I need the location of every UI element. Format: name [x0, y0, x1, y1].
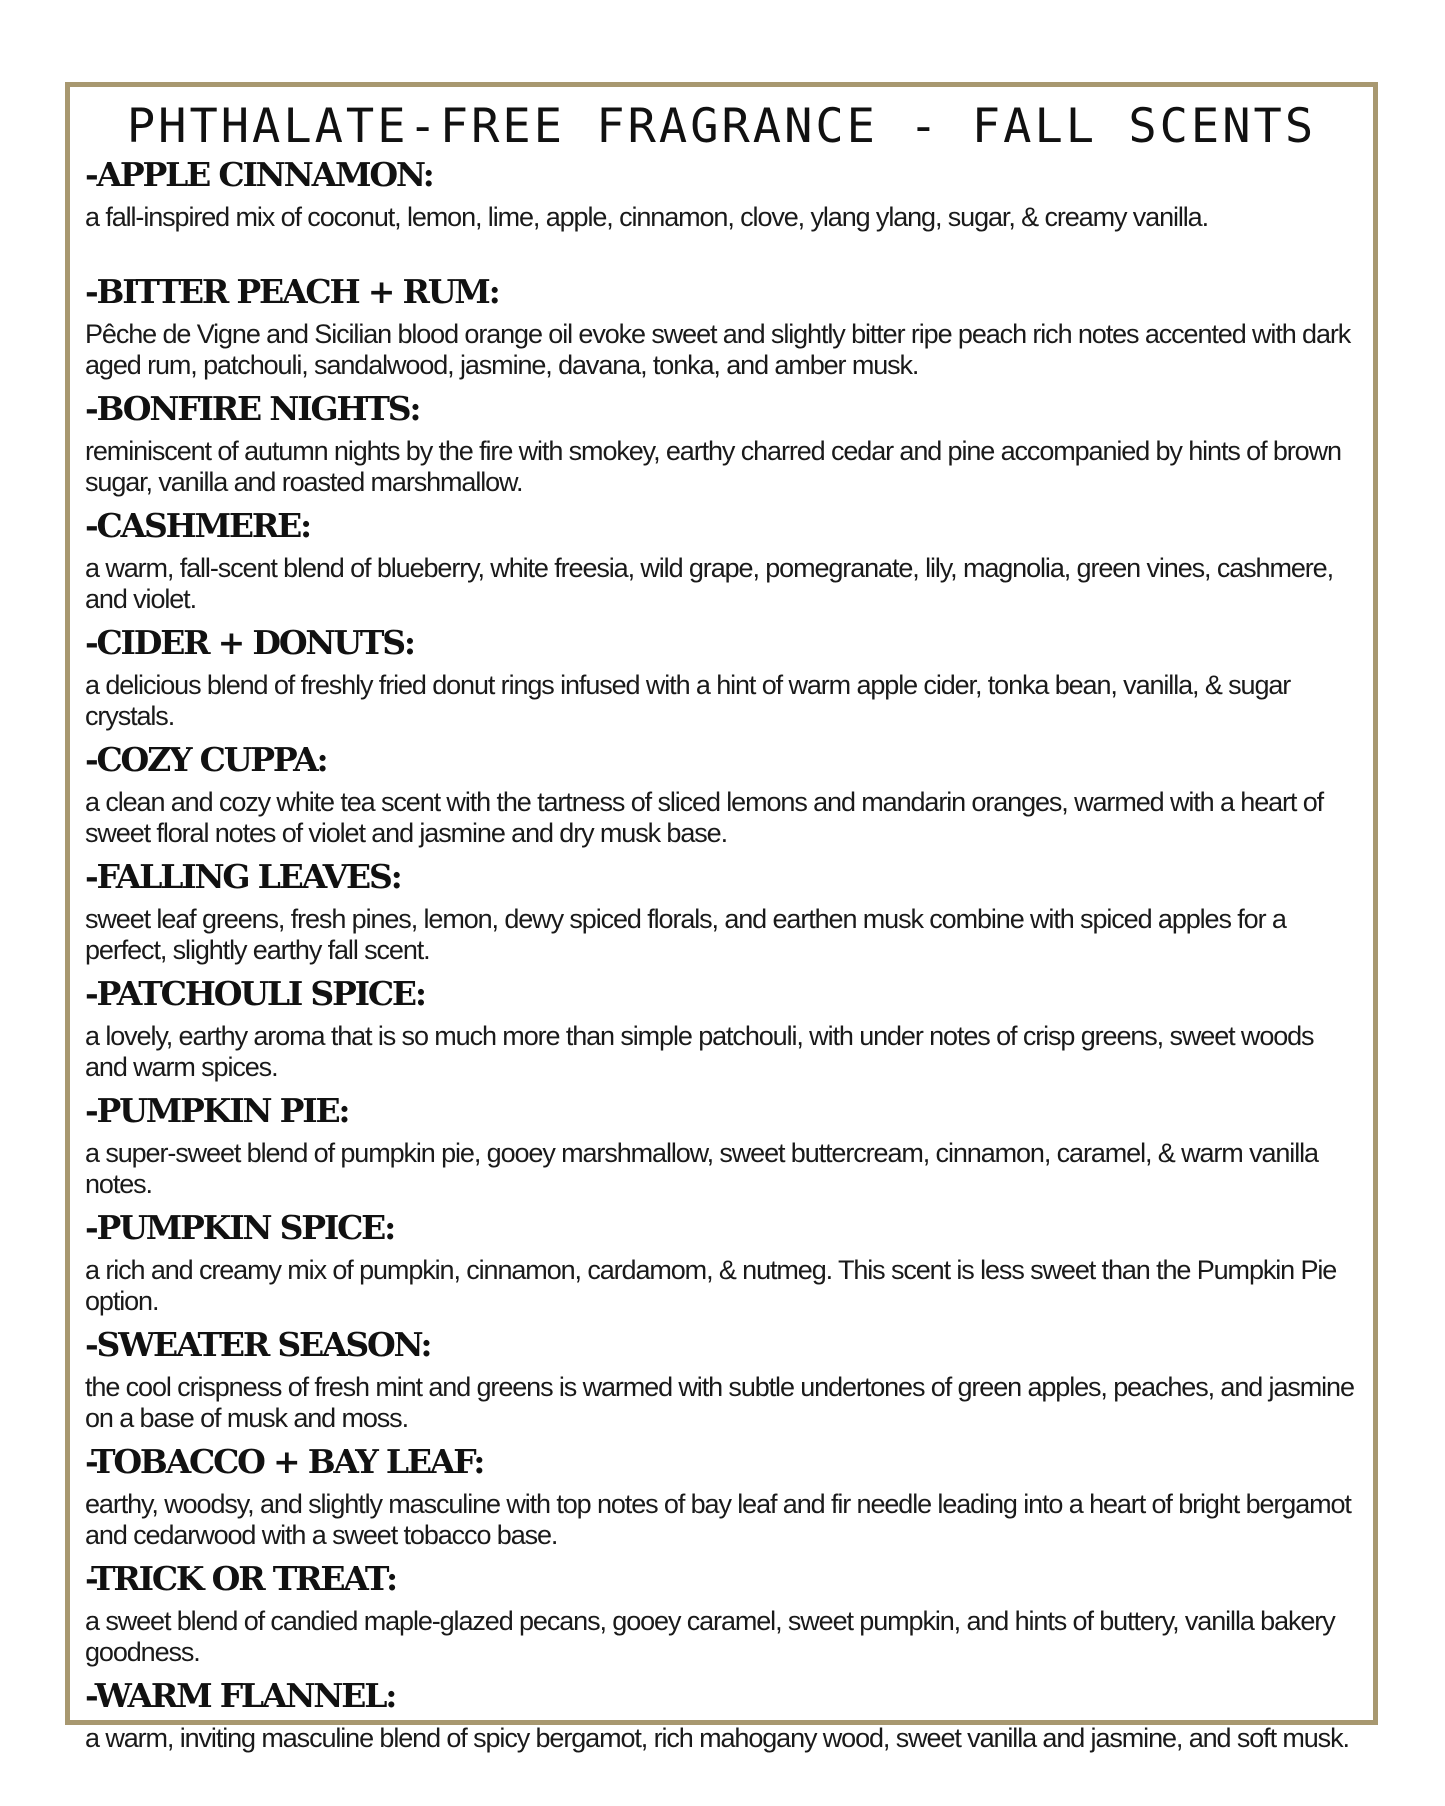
scent-name: -TOBACCO + BAY LEAF:	[85, 1442, 484, 1481]
scent-description: a warm, inviting masculine blend of spicy bergamot, rich mahogany wood, sweet vanilla and jasmine, and soft musk.	[85, 1723, 1349, 1753]
scent-entry	[85, 1559, 1361, 1676]
scent-entry	[85, 623, 1361, 740]
scent-name: -TRICK OR TREAT:	[85, 1559, 397, 1598]
scent-name: -PATCHOULI SPICE:	[85, 974, 425, 1013]
scent-name: -APPLE CINNAMON:	[85, 155, 433, 194]
scent-description: a delicious blend of freshly fried donut rings infused with a hint of warm apple cider, tonka bean, vanilla, & sugar crystals.	[85, 670, 1291, 731]
scent-description: a clean and cozy white tea scent with the tartness of sliced lemons and mandarin oranges, warmed with a heart of sweet floral notes of violet and jasmine and dry musk base.	[85, 787, 1324, 848]
scent-name: -FALLING LEAVES:	[85, 857, 401, 896]
page-title: PHTHALATE-FREE FRAGRANCE - FALL SCENTS	[126, 99, 1317, 154]
scent-description: a sweet blend of candied maple-glazed pecans, gooey caramel, sweet pumpkin, and hints of buttery, vanilla bakery goodness.	[85, 1606, 1335, 1667]
scent-name: -CASHMERE:	[85, 506, 311, 545]
scent-description: reminiscent of autumn nights by the fire with smokey, earthy charred cedar and pine accompanied by hints of brown sugar, vanilla and roasted marshmallow.	[85, 436, 1341, 497]
scent-name: -PUMPKIN SPICE:	[85, 1208, 395, 1247]
scent-description: a fall-inspired mix of coconut, lemon, lime, apple, cinnamon, clove, ylang ylang, sugar, & creamy vanilla.	[85, 202, 1209, 232]
scent-entry	[85, 389, 1361, 506]
scent-description: earthy, woodsy, and slightly masculine with top notes of bay leaf and fir needle leading into a heart of bright bergamot and cedarwood with a sweet tobacco base.	[85, 1489, 1351, 1550]
scent-description: a rich and creamy mix of pumpkin, cinnamon, cardamom, & nutmeg. This scent is less sweet than the Pumpkin Pie option.	[85, 1255, 1337, 1316]
scent-name: -WARM FLANNEL:	[85, 1676, 396, 1715]
scent-entry	[85, 1091, 1361, 1208]
scent-entry	[85, 1325, 1361, 1442]
scent-entry	[85, 506, 1361, 623]
scent-name: -CIDER + DONUTS:	[85, 623, 414, 662]
scent-name: -BITTER PEACH + RUM:	[85, 272, 499, 311]
scent-description: sweet leaf greens, fresh pines, lemon, dewy spiced florals, and earthen musk combine with spiced apples for a perfect, slightly earthy fall scent.	[85, 904, 1286, 965]
scent-description: the cool crispness of fresh mint and greens is warmed with subtle undertones of green apples, peaches, and jasmine on a base of musk and moss.	[85, 1372, 1354, 1433]
scent-description: Pêche de Vigne and Sicilian blood orange oil evoke sweet and slightly bitter ripe peach rich notes accented with dark aged rum, patchouli, sandalwood, jasmine, davana, tonka, and amber musk.	[85, 319, 1351, 380]
scent-list	[85, 155, 1361, 1754]
scent-description: a lovely, earthy aroma that is so much more than simple patchouli, with under notes of crisp greens, sweet woods and warm spices.	[85, 1021, 1314, 1082]
scent-entry	[85, 974, 1361, 1091]
scent-name: -PUMPKIN PIE:	[85, 1091, 349, 1130]
scent-entry	[85, 155, 1361, 272]
scent-entry	[85, 1208, 1361, 1325]
scent-entry	[85, 272, 1361, 389]
scent-entry	[85, 857, 1361, 974]
scent-description: a super-sweet blend of pumpkin pie, gooey marshmallow, sweet buttercream, cinnamon, caramel, & warm vanilla notes.	[85, 1138, 1318, 1199]
scent-entry	[85, 1676, 1361, 1754]
scent-description: a warm, fall-scent blend of blueberry, white freesia, wild grape, pomegranate, lily, magnolia, green vines, cashmere, and violet.	[85, 553, 1333, 614]
scent-entry	[85, 740, 1361, 857]
scent-entry	[85, 1442, 1361, 1559]
scent-name: -SWEATER SEASON:	[85, 1325, 431, 1364]
scent-name: -BONFIRE NIGHTS:	[85, 389, 420, 428]
scent-name: -COZY CUPPA:	[85, 740, 327, 779]
document-frame	[65, 82, 1378, 1753]
